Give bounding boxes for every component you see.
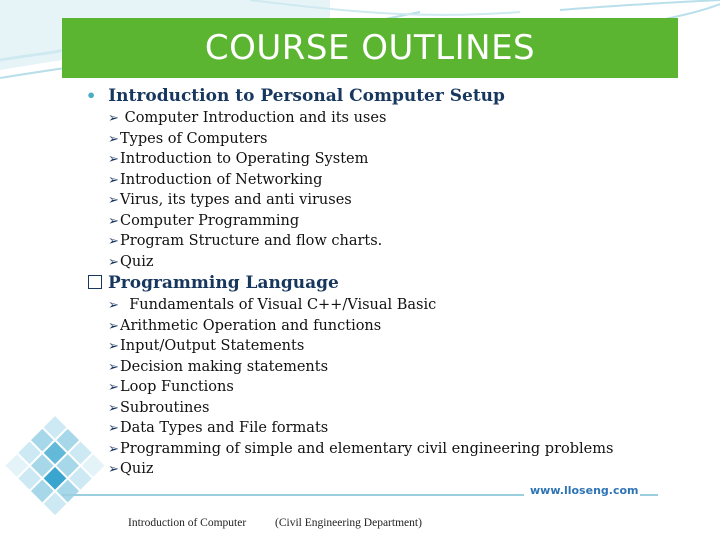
footer-website: www.lloseng.com <box>530 484 639 497</box>
list-item: ➢Introduction to Operating System <box>108 149 386 170</box>
list-item: ➢Programming of simple and elementary civil engineering problems <box>108 439 613 460</box>
dot-bullet-icon: • <box>86 86 97 105</box>
list-item: ➢Virus, its types and anti viruses <box>108 190 386 211</box>
diamond-pattern-decoration <box>0 405 120 540</box>
arrow-bullet-icon: ➢ <box>108 441 119 457</box>
arrow-bullet-icon: ➢ <box>108 152 119 167</box>
arrow-bullet-icon: ➢ <box>108 213 119 229</box>
section-1-list <box>108 108 386 272</box>
list-item: ➢Subroutines <box>108 398 613 419</box>
arrow-bullet-icon: ➢ <box>108 172 119 188</box>
arrow-bullet-icon: ➢ <box>108 111 119 126</box>
arrow-bullet-icon: ➢ <box>108 131 119 147</box>
section-heading-1 <box>86 86 505 106</box>
slide-title: COURSE OUTLINES <box>204 28 536 68</box>
list-item: ➢Quiz <box>108 459 613 480</box>
arrow-bullet-icon: ➢ <box>108 298 119 313</box>
list-item: ➢Arithmetic Operation and functions <box>108 316 613 337</box>
list-item: ➢ Computer Introduction and its uses <box>108 108 386 129</box>
arrow-bullet-icon: ➢ <box>108 234 119 249</box>
arrow-bullet-icon: ➢ <box>108 400 119 416</box>
arrow-bullet-icon: ➢ <box>108 462 119 477</box>
footer-right-text: (Civil Engineering Department) <box>275 517 422 529</box>
list-item: ➢Loop Functions <box>108 377 613 398</box>
section-2-list <box>108 295 613 480</box>
footer-divider-end <box>640 494 658 496</box>
arrow-bullet-icon: ➢ <box>108 380 119 395</box>
arrow-bullet-icon: ➢ <box>108 421 119 436</box>
arrow-bullet-icon: ➢ <box>108 318 119 334</box>
list-item: ➢Program Structure and flow charts. <box>108 231 386 252</box>
box-bullet-icon <box>88 275 102 289</box>
arrow-bullet-icon: ➢ <box>108 193 119 208</box>
list-item: ➢Introduction of Networking <box>108 170 386 191</box>
arrow-bullet-icon: ➢ <box>108 359 119 375</box>
list-item: ➢ Fundamentals of Visual C++/Visual Basic <box>108 295 613 316</box>
list-item: ➢Computer Programming <box>108 211 386 232</box>
footer-divider <box>62 494 524 496</box>
list-item: ➢Data Types and File formats <box>108 418 613 439</box>
section-heading-1-text: Introduction to Personal Computer Setup <box>108 86 505 106</box>
list-item: ➢Quiz <box>108 252 386 273</box>
section-heading-2-text: Programming Language <box>108 273 339 293</box>
section-heading-2 <box>88 273 339 293</box>
list-item: ➢Types of Computers <box>108 129 386 150</box>
list-item: ➢Decision making statements <box>108 357 613 378</box>
list-item: ➢Input/Output Statements <box>108 336 613 357</box>
footer-left-text: Introduction of Computer <box>128 517 247 529</box>
arrow-bullet-icon: ➢ <box>108 254 119 270</box>
arrow-bullet-icon: ➢ <box>108 339 119 354</box>
